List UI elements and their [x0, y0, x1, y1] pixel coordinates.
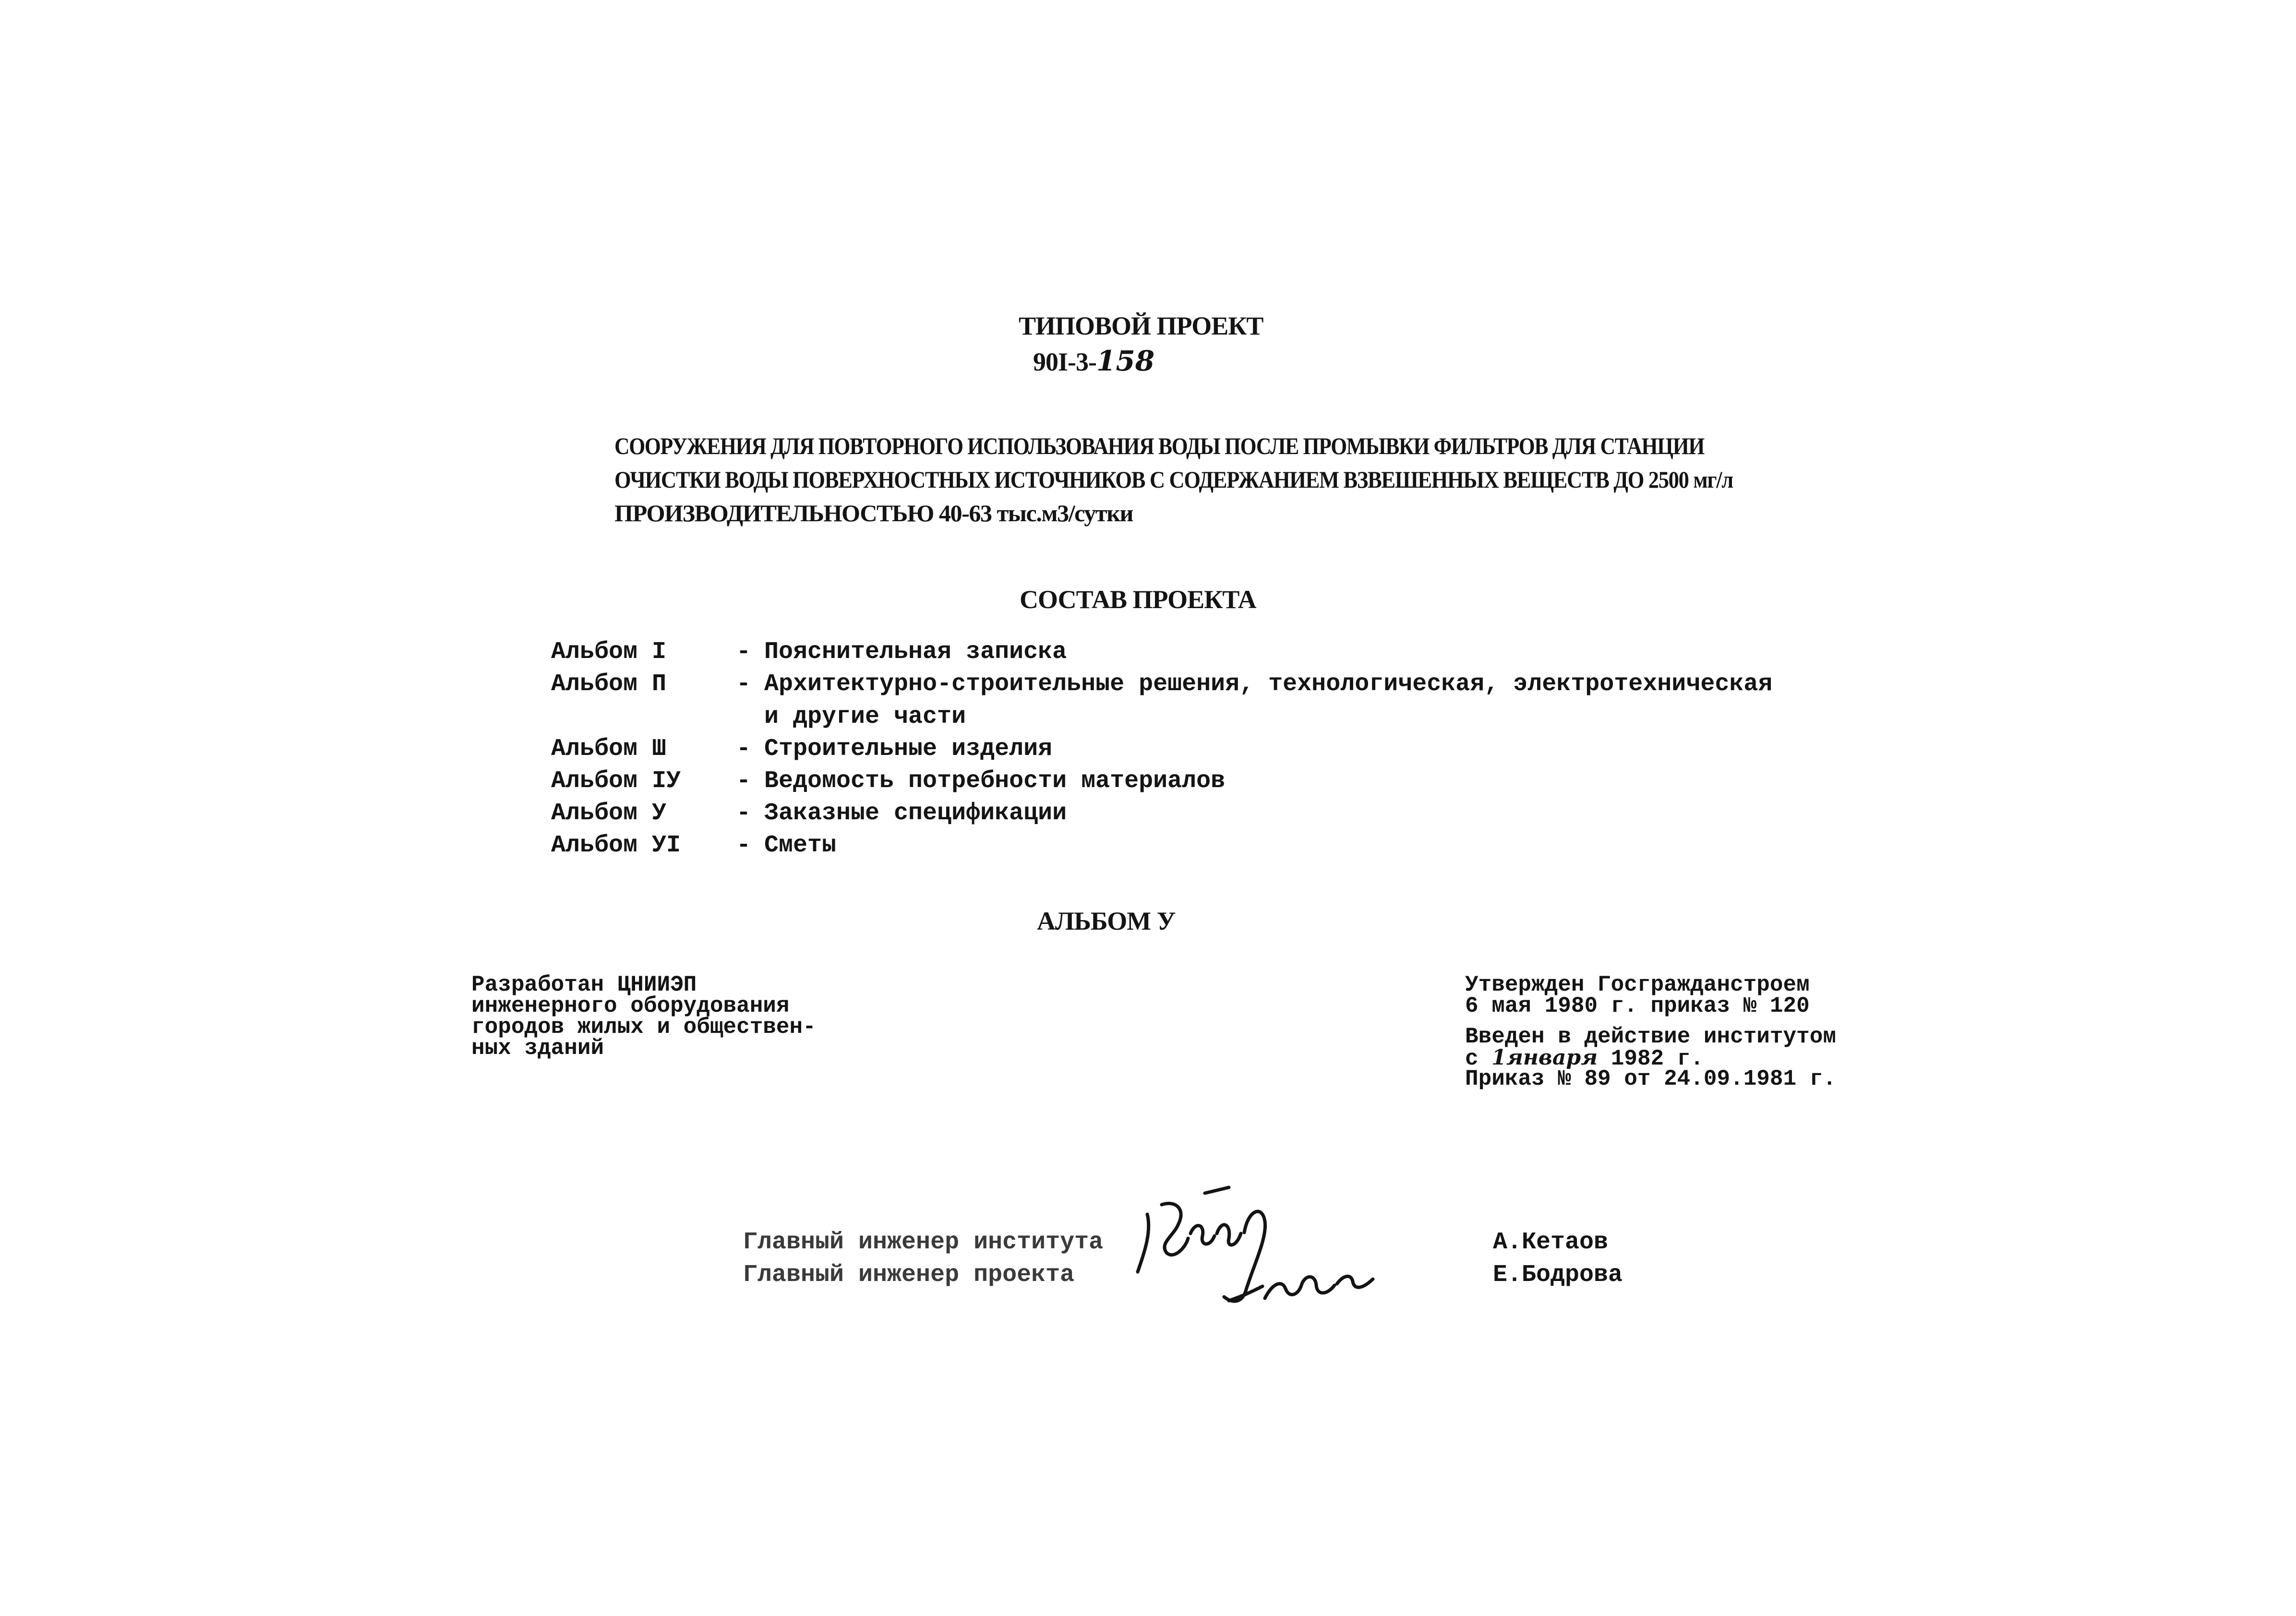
approval-line: Введен в действие институтом [1465, 1024, 1836, 1049]
signatory-name: Е.Бодрова [1493, 1261, 1623, 1289]
title-line-3: ПРОИЗВОДИТЕЛЬНОСТЬЮ 40-63 тыс.м3/сутки [614, 500, 1133, 527]
project-number-prefix: 90I-3- [1033, 347, 1096, 376]
signatory-role: Главный инженер проекта [743, 1261, 1075, 1289]
album-label: Альбом I [551, 638, 667, 666]
album-label: Альбом П [551, 670, 667, 698]
album-dash: - [736, 800, 751, 827]
project-number-handwritten: 158 [1096, 345, 1155, 377]
developer-line: ных зданий [471, 1036, 604, 1061]
title-line-2: ОЧИСТКИ ВОДЫ ПОВЕРХНОСТНЫХ ИСТОЧНИКОВ С СОДЕРЖАНИЕМ ВЗВЕШЕННЫХ ВЕЩЕСТВ ДО 2500 мг/л [614, 466, 1733, 493]
signatory-role: Главный инженер института [743, 1229, 1104, 1256]
album-description: Архитектурно-строительные решения, технологическая, электротехническая [764, 670, 1773, 698]
developer-line: городов жилых и обществен- [471, 1015, 816, 1040]
album-description: Заказные спецификации [764, 800, 1067, 827]
approval-line: Приказ № 89 от 24.09.1981 г. [1465, 1066, 1836, 1091]
approval-line: Утвержден Госгражданстроем [1465, 972, 1810, 997]
album-description: Пояснительная записка [764, 638, 1067, 666]
handwritten-signatures [1133, 1176, 1382, 1329]
approval-date-prefix: с [1465, 1046, 1479, 1071]
developer-line: инженерного оборудования [471, 994, 790, 1018]
album-description: Строительные изделия [764, 735, 1053, 763]
album-dash: - [736, 735, 751, 763]
approval-date-suffix: 1982 г. [1611, 1046, 1704, 1071]
album-description: Ведомость потребности материалов [764, 767, 1226, 795]
album-description: Сметы [764, 832, 837, 859]
doc-type-heading: ТИПОВОЙ ПРОЕКТ [1019, 311, 1263, 340]
album-label: Альбом УI [551, 832, 681, 859]
title-line-1: СООРУЖЕНИЯ ДЛЯ ПОВТОРНОГО ИСПОЛЬЗОВАНИЯ ВОДЫ ПОСЛЕ ПРОМЫВКИ ФИЛЬТРОВ ДЛЯ СТАНЦИИ [614, 432, 1705, 459]
approval-line: 6 мая 1980 г. приказ № 120 [1465, 994, 1810, 1018]
album-description-continued: и другие части [764, 703, 966, 730]
composition-heading: СОСТАВ ПРОЕКТА [1020, 585, 1256, 614]
album-dash: - [736, 638, 751, 666]
album-dash: - [736, 767, 751, 795]
album-label: Альбом IУ [551, 767, 681, 795]
signatory-name: А.Кетаов [1493, 1229, 1609, 1256]
current-album-heading: АЛЬБОМ У [1037, 907, 1176, 935]
album-dash: - [736, 670, 751, 698]
developer-line: Разработан ЦНИИЭП [471, 972, 697, 997]
album-label: Альбом Ш [551, 735, 667, 763]
album-dash: - [736, 832, 751, 859]
album-label: Альбом У [551, 800, 667, 827]
approval-date-handwritten: 1января [1491, 1045, 1598, 1070]
project-number [1033, 345, 1154, 377]
